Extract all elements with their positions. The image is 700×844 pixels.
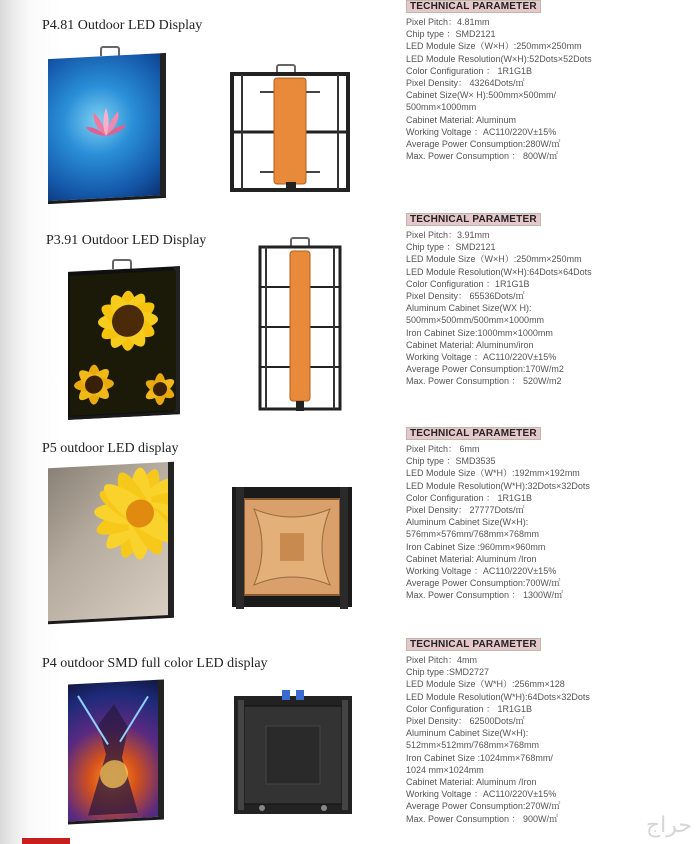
spec-line: Cabinet Size(W× H):500mm×500mm/ <box>406 90 557 101</box>
spec-line: LED Module Size（W*H）:192mm×192mm <box>406 468 580 479</box>
spec-line: Chip type :SMD2727 <box>406 667 490 678</box>
technical-parameter-block <box>406 427 666 602</box>
spec-line: Pixel Density： 65536Dots/㎡ <box>406 291 525 302</box>
spec-line: LED Module Resolution(W*H):64Dots×32Dots <box>406 691 590 702</box>
product-section-p5 <box>0 427 700 637</box>
spec-line: Pixel Pitch：4.81mm <box>406 17 490 27</box>
led-screen-front-image <box>68 266 180 420</box>
spec-line: Working Voltage ：AC110/220V±15% <box>406 126 557 137</box>
red-accent-bar <box>22 838 70 844</box>
spec-line: Iron Cabinet Size:1000mm×1000mm <box>406 327 553 338</box>
spec-line: Max. Power Consumption ： 520W/m2 <box>406 376 562 387</box>
spec-line: LED Module Size（W*H）:256mm×128 <box>406 679 565 690</box>
spec-line: Chip type ：SMD2121 <box>406 242 496 253</box>
spec-line: Iron Cabinet Size :1024mm×768mm/ <box>406 752 553 763</box>
spec-line: Chip type ：SMD3535 <box>406 456 496 467</box>
technical-parameter-block <box>406 213 666 388</box>
spec-line: Max. Power Consumption ： 900W/㎡ <box>406 813 559 824</box>
spec-line: LED Module Resolution(W×H):52Dots×52Dots <box>406 53 592 64</box>
product-title: P3.91 Outdoor LED Display <box>46 233 207 248</box>
spec-line: Average Power Consumption:700W/㎡ <box>406 578 561 589</box>
led-screen-front-image <box>68 679 164 824</box>
spec-line: Working Voltage ：AC110/220V±15% <box>406 789 557 800</box>
spec-line: Color Configuration ：1R1G1B <box>406 278 530 289</box>
sunflower-icon <box>70 270 176 416</box>
spec-line: Cabinet Material: Aluminum <box>406 114 517 125</box>
spec-line: Cabinet Material: Aluminum/iron <box>406 339 534 350</box>
spec-line: Working Voltage ：AC110/220V±15% <box>406 352 557 363</box>
spec-line: Cabinet Material: Aluminum /Iron <box>406 777 537 788</box>
product-section-p4 <box>0 638 700 844</box>
spec-line: Average Power Consumption:170W/m2 <box>406 364 564 375</box>
spec-line: 500mm×500mm/500mm×1000mm <box>406 315 545 326</box>
spec-line: 576mm×576mm/768mm×768mm <box>406 529 540 540</box>
technical-parameter-block <box>406 638 666 825</box>
spec-line: Pixel Pitch：4mm <box>406 655 478 665</box>
technical-parameter-block <box>406 0 666 162</box>
spec-line: Aluminum Cabinet Size(W×H): <box>406 728 529 739</box>
spec-line: Color Configuration ： 1R1G1B <box>406 492 533 503</box>
spec-line: Pixel Density： 62500Dots/㎡ <box>406 716 525 727</box>
technical-parameter-header: TECHNICAL PARAMETER <box>406 213 541 226</box>
spec-line: LED Module Resolution(W*H):32Dots×32Dots <box>406 480 590 491</box>
cabinet-handle-icon <box>112 259 132 269</box>
product-section-p391 <box>0 213 700 428</box>
spec-line: LED Module Size（W×H）:250mm×250mm <box>406 254 582 265</box>
cabinet-rear-image <box>258 245 342 415</box>
cabinet-rear-image <box>230 485 354 611</box>
spec-line: Color Configuration ： 1R1G1B <box>406 703 533 714</box>
spec-line: Working Voltage ：AC110/220V±15% <box>406 566 557 577</box>
spec-line: 1024 mm×1024mm <box>406 764 484 775</box>
spec-line: 500mm×1000mm <box>406 102 477 113</box>
spec-line: Pixel Density： 27777Dots/㎡ <box>406 505 525 516</box>
spec-line: Aluminum Cabinet Size(WX H): <box>406 303 532 314</box>
lotus-flower-icon <box>86 107 126 139</box>
product-title: P4.81 Outdoor LED Display <box>42 18 203 33</box>
spec-line: Max. Power Consumption ： 1300W/㎡ <box>406 590 564 601</box>
cabinet-rear-image <box>232 690 354 820</box>
yellow-flower-icon <box>48 464 168 622</box>
spec-line: Iron Cabinet Size :960mm×960mm <box>406 541 546 552</box>
watermark-logo: حراج <box>645 813 692 838</box>
spec-line: Cabinet Material: Aluminum /Iron <box>406 553 537 564</box>
spec-line: Pixel Density： 43264Dots/㎡ <box>406 78 525 89</box>
product-title: P5 outdoor LED display <box>42 441 179 456</box>
technical-parameter-header: TECHNICAL PARAMETER <box>406 0 541 13</box>
product-title: P4 outdoor SMD full color LED display <box>42 656 268 671</box>
product-section-p481 <box>0 0 700 215</box>
spec-line: LED Module Resolution(W×H):64Dots×64Dots <box>406 266 592 277</box>
led-screen-front-image <box>48 462 174 625</box>
spec-line: 512mm×512mm/768mm×768mm <box>406 740 540 751</box>
technical-parameter-header: TECHNICAL PARAMETER <box>406 638 541 651</box>
spec-line: Aluminum Cabinet Size(W×H): <box>406 517 529 528</box>
spec-line: LED Module Size（W×H）:250mm×250mm <box>406 41 582 52</box>
technical-parameter-header: TECHNICAL PARAMETER <box>406 427 541 440</box>
spec-line: Pixel Pitch： 6mm <box>406 444 480 454</box>
spec-line: Average Power Consumption:280W/㎡ <box>406 139 561 150</box>
led-screen-front-image <box>48 53 166 204</box>
spec-line: Pixel Pitch：3.91mm <box>406 230 490 240</box>
cabinet-rear-image <box>230 72 350 194</box>
spec-line: Chip type ：SMD2121 <box>406 29 496 40</box>
spec-line: Color Configuration ： 1R1G1B <box>406 65 533 76</box>
spec-line: Max. Power Consumption ： 800W/㎡ <box>406 151 559 162</box>
spec-line: Average Power Consumption:270W/㎡ <box>406 801 561 812</box>
warrior-artwork-icon <box>68 682 158 821</box>
